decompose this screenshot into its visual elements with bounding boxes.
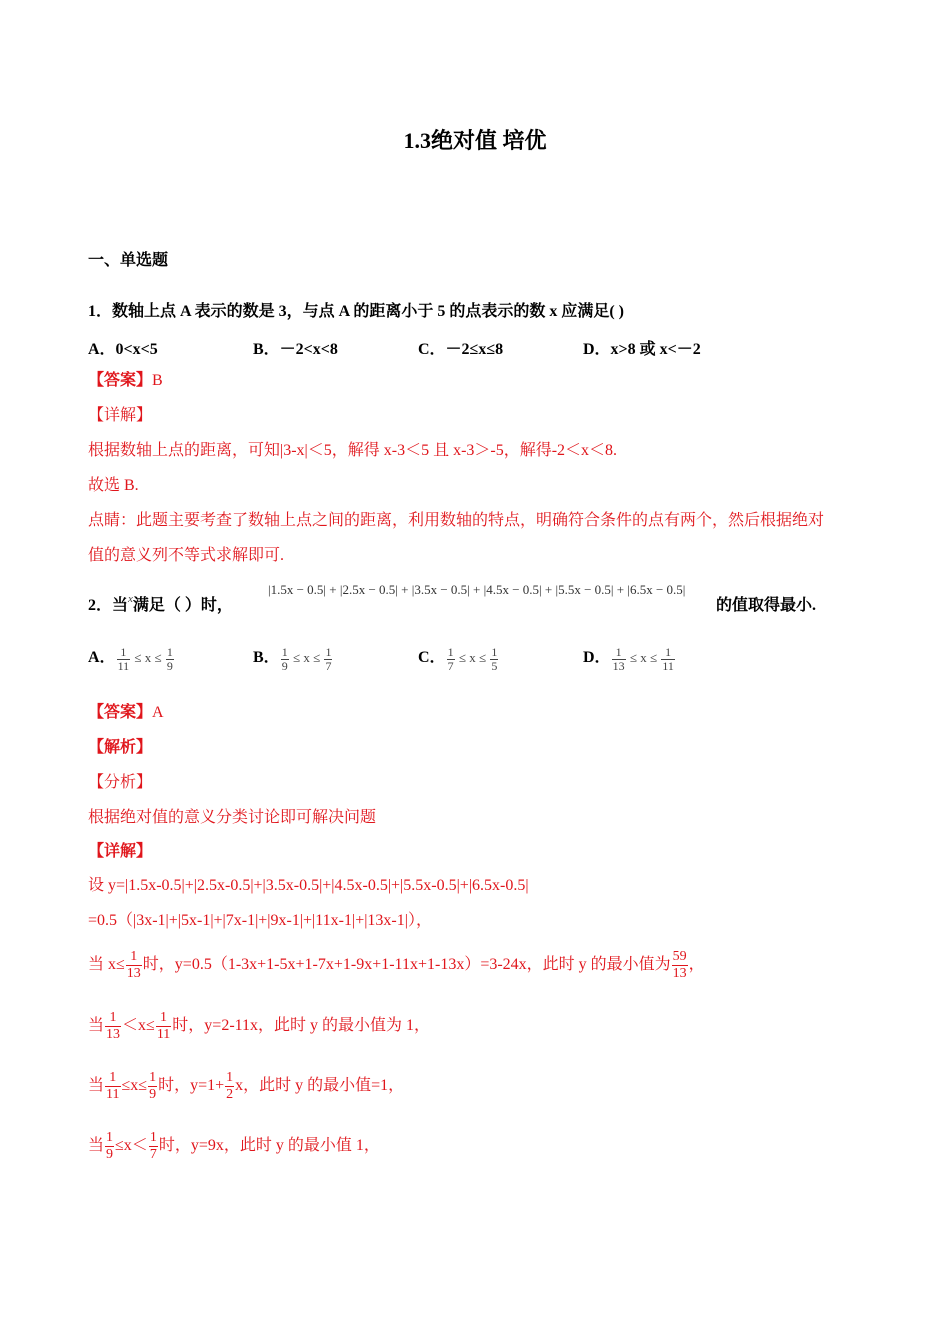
q2-analysis-label: 【解析】	[88, 739, 153, 756]
q2-answer-label: 【答案】	[88, 704, 153, 721]
q1-answer-label: 【答案】	[88, 372, 153, 389]
page-title: 1.3绝对值 培优	[403, 128, 547, 153]
q1-detail: 根据数轴上点的距离，可知|3-x|＜5，解得 x-3＜5 且 x-3＞-5，解得-2＜x＜8.	[88, 442, 618, 459]
q1-comment-line1: 点睛：此题主要考查了数轴上点之间的距离，利用数轴的特点，明确符合条件的点有两个，然后根据绝对	[88, 512, 825, 529]
q1-answer-value: B	[152, 372, 163, 389]
q2-answer-value: A	[152, 704, 164, 721]
q2-stem-start	[88, 593, 233, 617]
section-heading: 一、单选题	[88, 252, 169, 269]
q1-option-c: C．－2≤x≤8	[418, 341, 504, 358]
q2-answer	[88, 703, 164, 723]
q2-detail-label: 【详解】	[88, 843, 153, 860]
q2-var-x: x	[128, 593, 133, 605]
q2-stem-end: 的值取得最小.	[716, 597, 817, 614]
q2-stem-a: 2．当	[88, 597, 129, 614]
q2-option-d-label: D．	[583, 649, 611, 666]
q1-answer	[88, 371, 163, 391]
q1-comment-line2: 值的意义列不等式求解即可.	[88, 547, 285, 564]
q1-option-a: A．0<x<5	[88, 341, 158, 358]
q2-option-a-label: A．	[88, 649, 116, 666]
q2-case3: 当 $\frac{1}{11}$ ≤x≤ $\frac{1}{9}$ 时，y=1+ $\frac{1}{2}$ x，此时 y 的最小值=1，	[88, 1070, 405, 1102]
q2-case1: 当 x≤ $\frac{1}{13}$ 时，y=0.5（1-3x+1-5x+1-7x+1-9x+1-11x+1-13x）=3-24x，此时 y 的最小值为 $\frac{59}{13}$ ，	[88, 949, 705, 981]
q2-fenxi: 根据绝对值的意义分类讨论即可解决问题	[88, 809, 377, 826]
q1-option-b: B．－2<x<8	[253, 341, 338, 358]
q2-option-d: D． $\frac{1}{13}$ ≤ x ≤ $\frac{1}{11}$	[583, 644, 674, 673]
q1-conclusion: 故选 B.	[88, 477, 139, 494]
q2-line1: 设 y=|1.5x-0.5|+|2.5x-0.5|+|3.5x-0.5|+|4.5x-0.5|+|5.5x-0.5|+|6.5x-0.5|	[88, 877, 529, 894]
q2-option-b: B． $\frac{1}{9}$ ≤ x ≤ $\frac{1}{7}$	[253, 644, 332, 673]
q2-option-a: A． $\frac{1}{11}$ ≤ x ≤ $\frac{1}{9}$	[88, 644, 173, 673]
q1-detail-label: 【详解】	[88, 407, 153, 424]
q2-option-b-label: B．	[253, 649, 280, 666]
q2-line2: =0.5（|3x-1|+|5x-1|+|7x-1|+|9x-1|+|11x-1|+|13x-1|），	[88, 912, 432, 929]
q2-case2: 当 $\frac{1}{13}$ ＜x≤ $\frac{1}{11}$ 时，y=2-11x，此时 y 的最小值为 1，	[88, 1010, 431, 1042]
q2-case4: 当 $\frac{1}{9}$ ≤x＜ $\frac{1}{7}$ 时，y=9x，此时 y 的最小值 1，	[88, 1130, 380, 1162]
q2-fenxi-label: 【分析】	[88, 774, 153, 791]
q1-option-d: D．x>8 或 x<－2	[583, 341, 701, 358]
q2-option-c: C． $\frac{1}{7}$ ≤ x ≤ $\frac{1}{5}$	[418, 644, 498, 673]
q2-expression: |1.5x − 0.5| + |2.5x − 0.5| + |3.5x − 0.5| + |4.5x − 0.5| + |5.5x − 0.5| + |6.5x − 0.5|	[268, 582, 686, 597]
q2-stem-b: 满足（ ）时，	[132, 597, 233, 614]
q1-stem: 1．数轴上点 A 表示的数是 3，与点 A 的距离小于 5 的点表示的数 x 应满足( )	[88, 303, 625, 320]
q2-option-c-label: C．	[418, 649, 446, 666]
